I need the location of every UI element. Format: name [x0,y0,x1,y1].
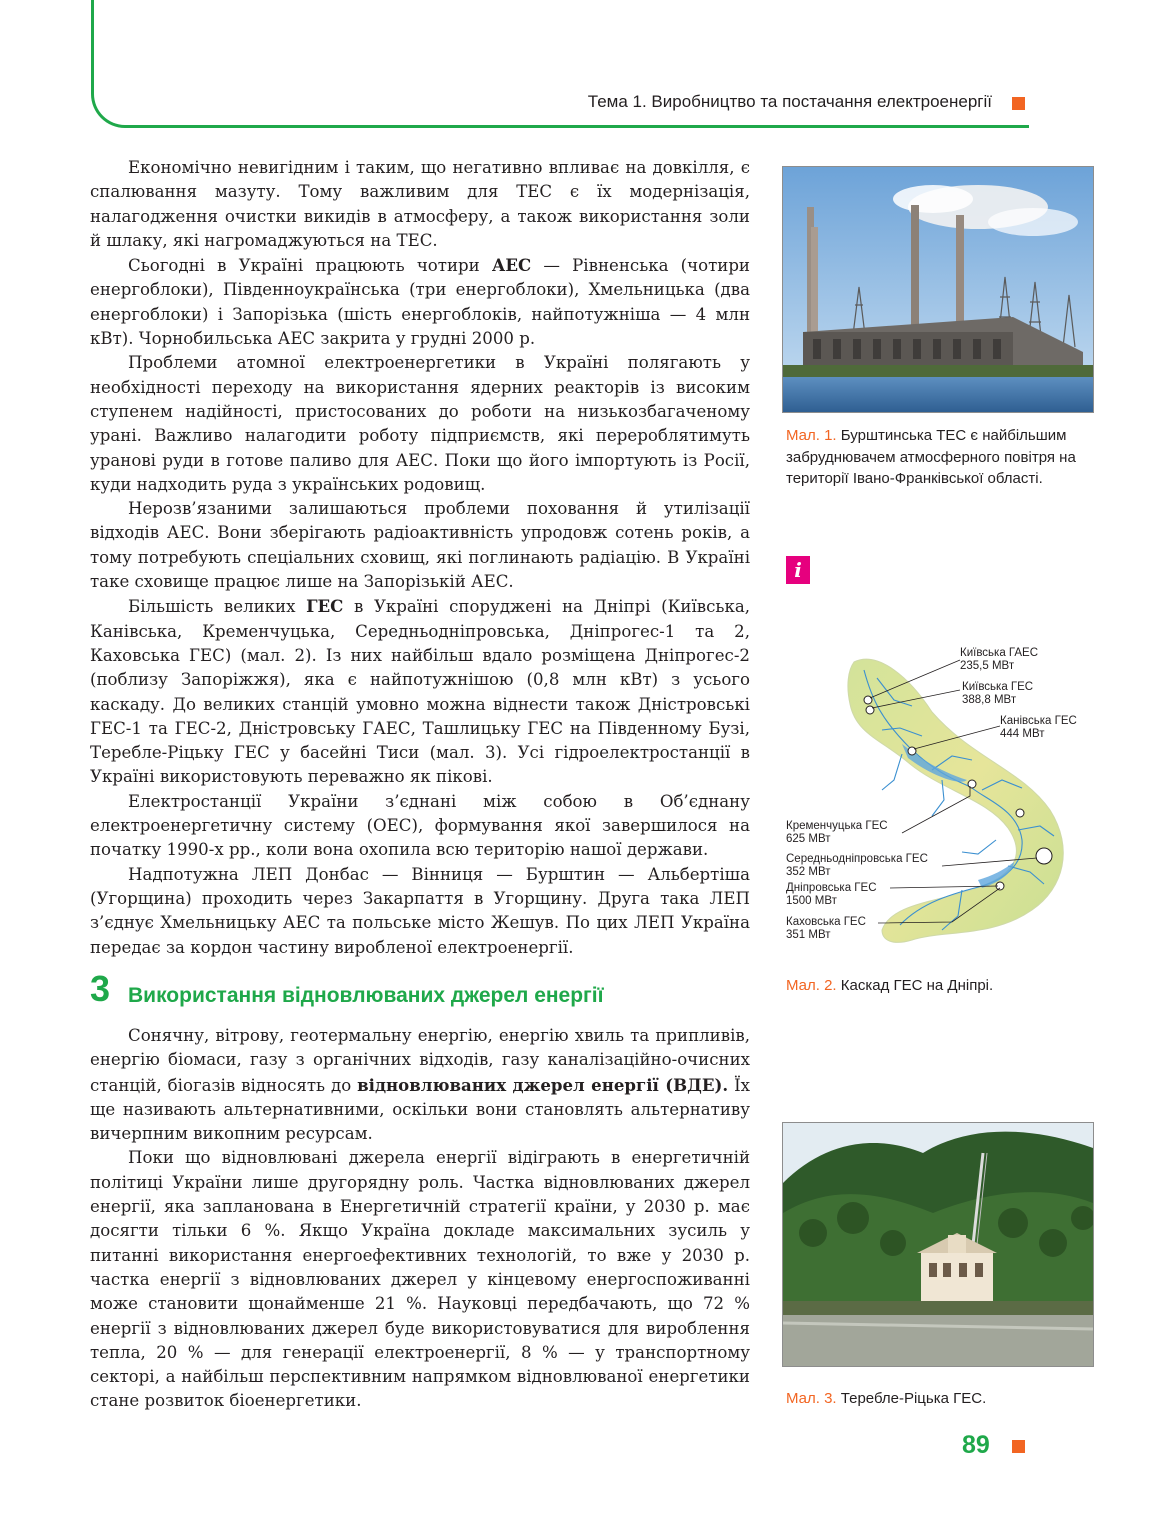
fig3-number: Мал. 3. [786,1390,837,1407]
paragraph-7: Надпотужна ЛЕП Донбас — Вінниця — Бурштин — Альбертіша (Угорщина) проходить через Закарпаття в Угорщину. Друга така ЛЕП з’єднує Хмельницьку АЕС та польське місто Жешув. По цих ЛЕП Україна передає за кордон частину виробленої електроенергії. [90,864,750,957]
map-power-serednodniprovska-hes: 352 МВт [786,866,831,878]
dnipro-cascade-map [782,640,1092,960]
header-marker-square [1012,97,1025,110]
map-label-kakhovska-hes: Каховська ГЕС [786,916,866,928]
fig3-text: Теребле-Ріцька ГЕС. [840,1390,987,1407]
fig2-caption [786,975,1086,997]
burshtyn-tes-photo [782,166,1094,413]
paragraph-4: Нерозв’язаними залишаються проблеми поховання й утилізації відходів АЕС. Вони зберігають радіоактивність упродовж сотень років, а тому потребують спеціальних сховищ, які поглинають радіацію. В Україні таке сховище працює лише на Запорізькій АЕС. [90,499,750,592]
section-text [90,1024,750,1414]
map-power-kyiv-gaes: 235,5 МВт [960,660,1015,672]
section-heading [90,968,750,1016]
paragraph-9: Поки що відновлювані джерела енергії відіграють в енергетичній політиці України лише другорядну роль. Частка відновлюваних джерел енергії, яка запланована в Енергетичній стратегії країни, у 2030 р. має досягти тільки 6 %. Якщо Україна докладе максимальних зусиль у питанні використання енергоефективних технологій, то вже у 2030 р. частка енергії з відновлюваних джерел у кінцевому енергоспоживанні може становити щонайменше 21 %. Науковці передбачають, що 72 % енергії з відновлюваних джерел буде використовуватися для вироблення тепла, 20 % — для генерації електроенергії, 8 % — у транспортному секторі, а найбільш перспективним напрямком відновлюваної енергетики стане розвиток біоенергетики. [90,1148,750,1411]
fig3-caption [786,1388,1086,1410]
fig1-text: Бурштинська ТЕС є найбільшим забруднювачем атмосферного повітря на території Івано-Франківської області. [786,427,1076,487]
map-power-dniprovska-hes: 1500 МВт [786,895,837,907]
map-power-kremenchuk-hes: 625 МВт [786,833,831,845]
map-label-kremenchuk-hes: Кременчуцька ГЕС [786,820,888,832]
section-number: 3 [90,968,111,1009]
map-power-kyiv-hes: 388,8 МВт [962,694,1017,706]
info-icon: i [786,556,810,584]
paragraph-6: Електростанції України з’єднані між собою в Об’єднану електроенергетичну систему (ОЕС), формування якої завершилося на початку 1990-х рр., коли вона охопила всю територію нашої держави. [90,791,750,860]
paragraph-8: Сонячну, вітрову, геотермальну енергію, енергію хвиль та припливів, енергію біомаси, газу з органічних відходів, газу каналізаційно-очисних станцій, біогазів відносять до відновлюваних джерел енергії (ВДЕ). Їх ще називають альтернативними, оскільки вони становлять альтернативу вичерпним викопним ресурсам. [90,1026,750,1144]
fig1-number: Мал. 1. [786,427,837,444]
map-power-kakhovska-hes: 351 МВт [786,929,831,941]
paragraph-1: Економічно невигідним і таким, що негативно впливає на довкілля, є спалювання мазуту. Тому важливим для ТЕС є їх модернізація, налагодження очистки викидів в атмосферу, а також використання золи й шлаку, які нагромаджуються на ТЕС. [90,158,750,250]
page-number-square [1012,1440,1025,1453]
paragraph-3: Проблеми атомної електроенергетики в Україні полягають у необхідності переходу на використання ядерних реакторів із високим ступенем надійності, пристосованих до роботи на низькозбагаченому урані. Важливо налагодити роботу підприємств, які перероблятимуть уранові руди в готове паливо для АЕС. Поки що його імпортують із Росії, куди надходить руда з українських родовищ. [90,353,750,494]
map-label-kyiv-hes: Київська ГЕС [962,681,1034,693]
header-title: Тема 1. Виробництво та постачання електроенергії [587,92,992,111]
tereble-ritska-hes-photo [782,1122,1094,1367]
map-label-kyiv-gaes: Київська ГАЕС [960,647,1039,659]
paragraph-2: Сьогодні в Україні працюють чотири АЕС — Рівненська (чотири енергоблоки), Південноукраїнська (три енергоблоки), Хмельницька (два енергоблоки) і Запорізька (шість енергоблоків, найпотужніша — 4 млн кВт). Чорнобильська АЕС закрита у грудні 2000 р. [90,255,750,349]
paragraph-5: Більшість великих ГЕС в Україні споруджені на Дніпрі (Київська, Канівська, Кременчуцька, Середньодніпровська, Дніпрогес-1 та 2, Каховська ГЕС) (мал. 2). Із них найбільш вдало розміщена Дніпрогес-2 (поблизу Запоріжжя), яка є найпотужнішою (0,8 млн кВт) з усього каскаду. До великих станцій умовно можна віднести також Дністровські ГЕС-1 та ГЕС-2, Дністровську ГАЕС, Ташлицьку ГЕС на Південному Бузі, Теребле-Ріцьку ГЕС у басейні Тиси (мал. 3). Усі гідроелектростанції в Україні використовують переважно як пікові. [90,596,750,787]
fig1-caption [786,425,1086,490]
map-label-kaniv-hes: Канівська ГЕС [1000,715,1077,727]
page-number: 89 [962,1431,990,1459]
section-title: Використання відновлюваних джерел енергії [128,984,604,1007]
map-power-kaniv-hes: 444 МВт [1000,728,1045,740]
main-text [90,156,750,960]
map-label-serednodniprovska-hes: Середньодніпровська ГЕС [786,853,928,865]
fig2-text: Каскад ГЕС на Дніпрі. [840,977,994,994]
map-label-dniprovska-hes: Дніпровська ГЕС [786,882,877,894]
fig2-number: Мал. 2. [786,977,837,994]
